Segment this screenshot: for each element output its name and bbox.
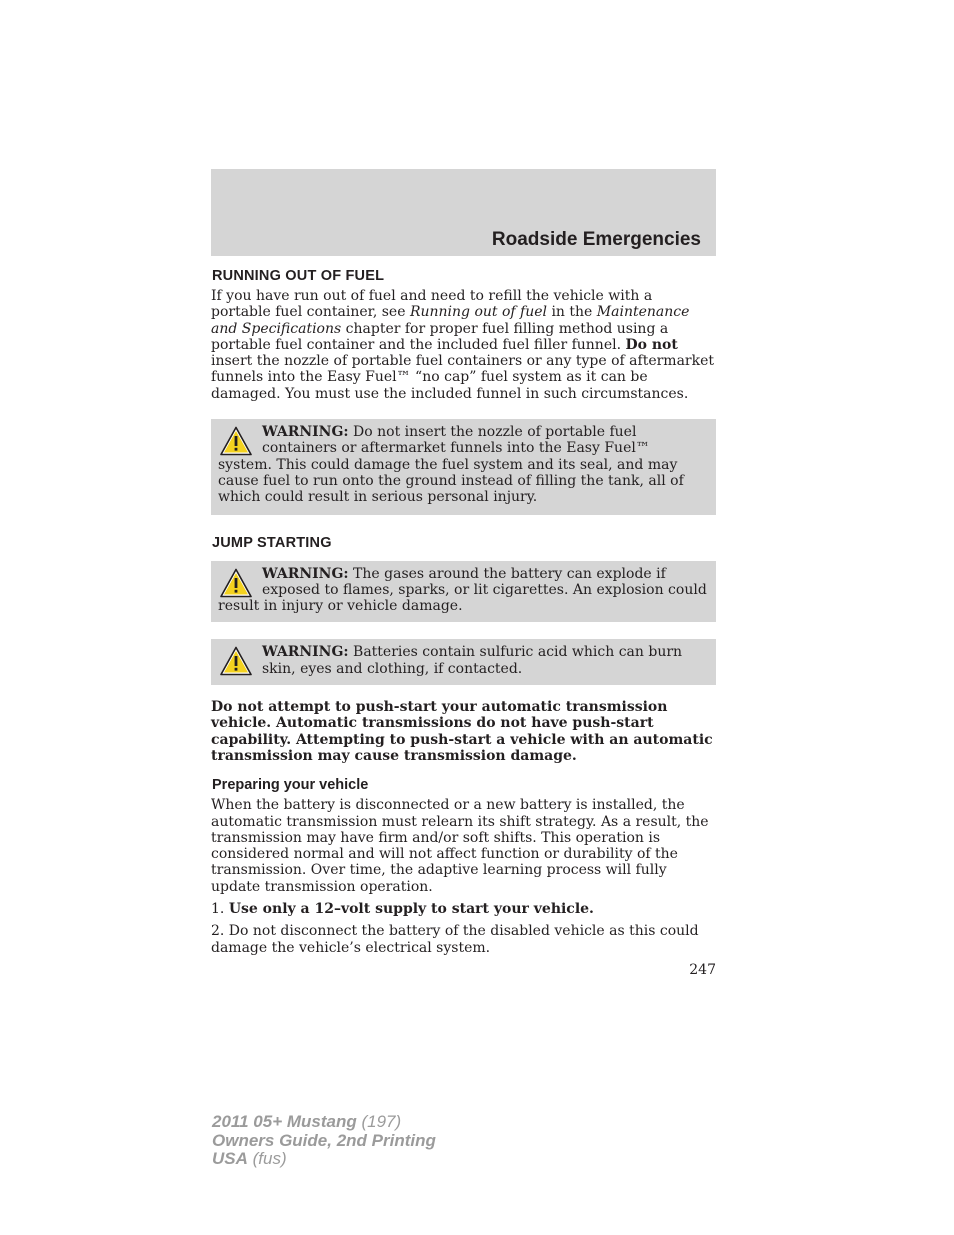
warning-text: Batteries contain sulfuric acid which can burn skin, eyes and clothing, if contacted.: [262, 644, 683, 677]
section-heading-fuel: RUNNING OUT OF FUEL: [212, 268, 385, 284]
chapter-header: [211, 169, 716, 256]
warning-box-gases: [211, 561, 716, 623]
footer-line-model: [212, 1113, 436, 1132]
step-text: Use only a 12–volt supply to start your vehicle.: [228, 901, 594, 918]
warning-box-acid: [211, 639, 716, 685]
footer-region: USA: [212, 1149, 248, 1168]
page-number: 247: [689, 961, 716, 978]
warning-triangle-icon: [220, 426, 252, 456]
warning-triangle-icon: [220, 646, 252, 676]
footer-code: (197): [356, 1112, 402, 1131]
warning-label: WARNING:: [262, 644, 349, 661]
link-reference: Running out of fuel: [409, 304, 547, 321]
prep-paragraph: When the battery is disconnected or a new battery is installed, the automatic transmission must relearn its shift strategy. As a result, the transmission may have firm and/or soft shifts. This operation is considered normal and will not affect function or durability of the transmission. Over time, the adaptive learning process will fully update transmission operation.: [211, 797, 709, 895]
chapter-title: Roadside Emergencies: [491, 229, 701, 250]
section-heading-jump: JUMP STARTING: [212, 534, 332, 551]
push-start-notice: Do not attempt to push-start your automatic transmission vehicle. Automatic transmissions do not have push-start capability. Attempting to push-start a vehicle with an automatic transmission may cause transmission damage.: [211, 699, 713, 764]
warning-text: Do not insert the nozzle of portable fuel containers or aftermarket funnels into the Easy Fuel™ system. This could damage the fuel system and its seal, and may cause fuel to run onto the ground instead of filling the tank, all of which could result in serious personal injury.: [218, 424, 684, 506]
footer-model: 2011 05+ Mustang: [212, 1112, 357, 1131]
footer-line-guide: Owners Guide, 2nd Printing: [212, 1130, 436, 1150]
step-number: 1.: [211, 901, 229, 918]
text-run: in the: [547, 304, 597, 321]
footer-region-code: (fus): [247, 1149, 287, 1168]
document-footer: [212, 1113, 436, 1169]
emphasis: Do not: [625, 336, 678, 353]
warning-box-fuel: [211, 419, 716, 514]
subheading-preparing: Preparing your vehicle: [212, 777, 369, 794]
text-run: If you have run out of fuel and need to refill the vehicle with a portable fuel container, see: [211, 288, 653, 321]
text-run: insert the nozzle of portable fuel containers or any type of aftermarket funnels into the Easy Fuel™ “no cap” fuel system as it can be damaged. You must use the included funnel in such circumstances.: [211, 353, 715, 402]
warning-text: The gases around the battery can explode if exposed to flames, sparks, or lit cigarettes. An explosion could result in injury or vehicle damage.: [218, 565, 707, 615]
warning-triangle-icon: [220, 568, 252, 598]
step-1: [211, 901, 716, 917]
warning-label: WARNING:: [262, 565, 349, 582]
fuel-paragraph: [211, 288, 716, 402]
text-run: chapter for proper fuel filling method using a portable fuel container and the included fuel filler funnel.: [211, 320, 669, 353]
manual-page: [211, 169, 716, 978]
footer-line-region: [212, 1150, 436, 1169]
warning-label: WARNING:: [262, 424, 349, 441]
chapter-reference: Maintenance and Specifications: [211, 304, 690, 337]
step-2: 2. Do not disconnect the battery of the disabled vehicle as this could damage the vehicle’s electrical system.: [211, 923, 699, 956]
